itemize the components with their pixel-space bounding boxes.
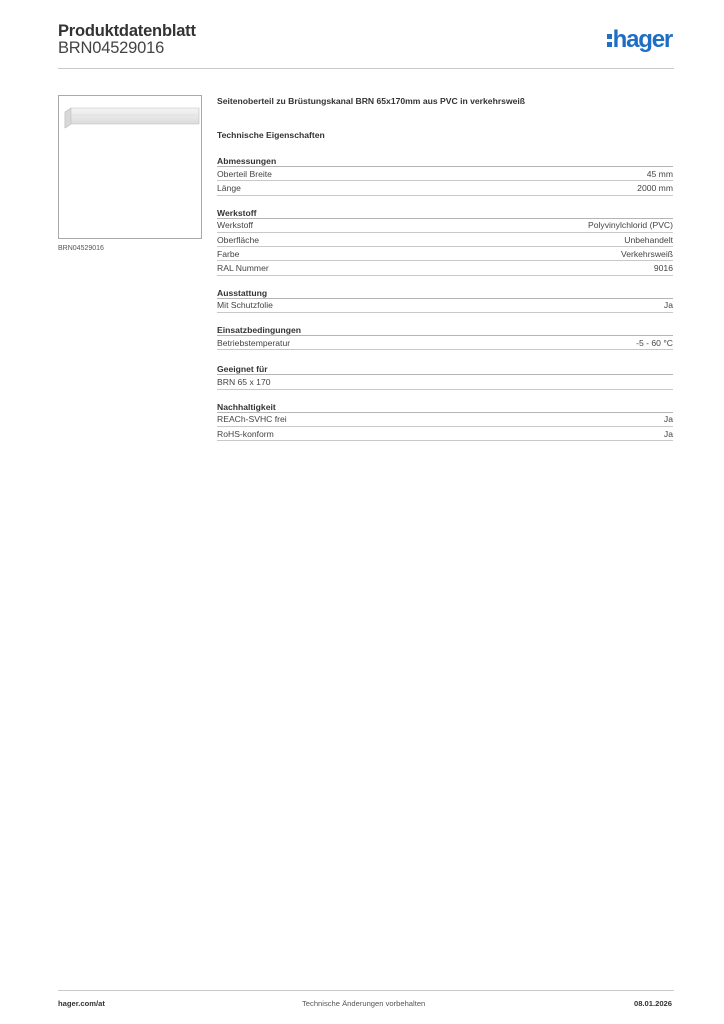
property-row — [217, 219, 673, 233]
logo-text: hager — [612, 26, 672, 53]
tech-properties-heading: Technische Eigenschaften — [217, 130, 325, 140]
cable-duct-cover-icon — [59, 96, 201, 238]
property-row — [217, 336, 673, 350]
article-number: BRN04529016 — [58, 39, 165, 57]
property-row — [217, 167, 673, 181]
group-title: Abmessungen — [217, 156, 673, 167]
image-caption: BRN04529016 — [58, 245, 104, 252]
group-abmessungen — [217, 156, 673, 196]
property-label: Betriebstemperatur — [217, 337, 291, 348]
property-label: Oberfläche — [217, 234, 260, 245]
group-title: Geeignet für — [217, 364, 673, 375]
property-label: Länge — [217, 182, 241, 193]
property-label: REACh-SVHC frei — [217, 414, 287, 425]
property-value: Ja — [663, 428, 673, 439]
footer-notice: Technische Änderungen vorbehalten — [302, 999, 426, 1008]
property-label: BRN 65 x 170 — [217, 377, 271, 388]
footer-website-link[interactable]: hager.com/at — [58, 999, 105, 1008]
property-label: Mit Schutzfolie — [217, 300, 273, 311]
product-image — [58, 95, 202, 239]
product-details — [217, 96, 673, 453]
group-ausstattung — [217, 288, 673, 313]
property-label: RoHS-konform — [217, 428, 274, 439]
group-title: Nachhaltigkeit — [217, 402, 673, 413]
header-divider — [58, 68, 674, 69]
property-row — [217, 427, 673, 441]
property-value: 9016 — [653, 263, 673, 274]
property-row — [217, 413, 673, 427]
property-row — [217, 261, 673, 275]
group-einsatzbedingungen — [217, 325, 673, 350]
property-label: Oberteil Breite — [217, 168, 272, 179]
property-label: Werkstoff — [217, 220, 253, 231]
property-row — [217, 299, 673, 313]
page-title: Produktdatenblatt — [58, 22, 196, 40]
group-title: Ausstattung — [217, 288, 673, 299]
group-nachhaltigkeit — [217, 402, 673, 442]
footer-divider — [58, 990, 674, 991]
property-value: Ja — [663, 300, 673, 311]
property-label: RAL Nummer — [217, 263, 269, 274]
property-value: Unbehandelt — [624, 234, 673, 245]
group-geeignet-fuer — [217, 364, 673, 389]
property-value: Verkehrsweiß — [620, 248, 673, 259]
group-title: Werkstoff — [217, 208, 673, 219]
property-value: 2000 mm — [637, 182, 673, 193]
group-title: Einsatzbedingungen — [217, 325, 673, 336]
property-row — [217, 233, 673, 247]
property-row — [217, 247, 673, 261]
property-value: Polyvinylchlorid (PVC) — [587, 220, 673, 231]
footer-date: 08.01.2026 — [633, 999, 672, 1008]
header — [58, 22, 674, 68]
logo-colon-icon — [607, 32, 612, 48]
property-value: Ja — [663, 414, 673, 425]
group-werkstoff — [217, 208, 673, 276]
property-row — [217, 375, 673, 389]
property-value: -5 - 60 °C — [636, 337, 673, 348]
property-label: Farbe — [217, 248, 240, 259]
property-row — [217, 181, 673, 195]
hager-logo — [607, 28, 672, 52]
property-value: 45 mm — [646, 168, 673, 179]
product-description: Seitenoberteil zu Brüstungskanal BRN 65x170mm aus PVC in verkehrsweiß — [217, 96, 526, 106]
